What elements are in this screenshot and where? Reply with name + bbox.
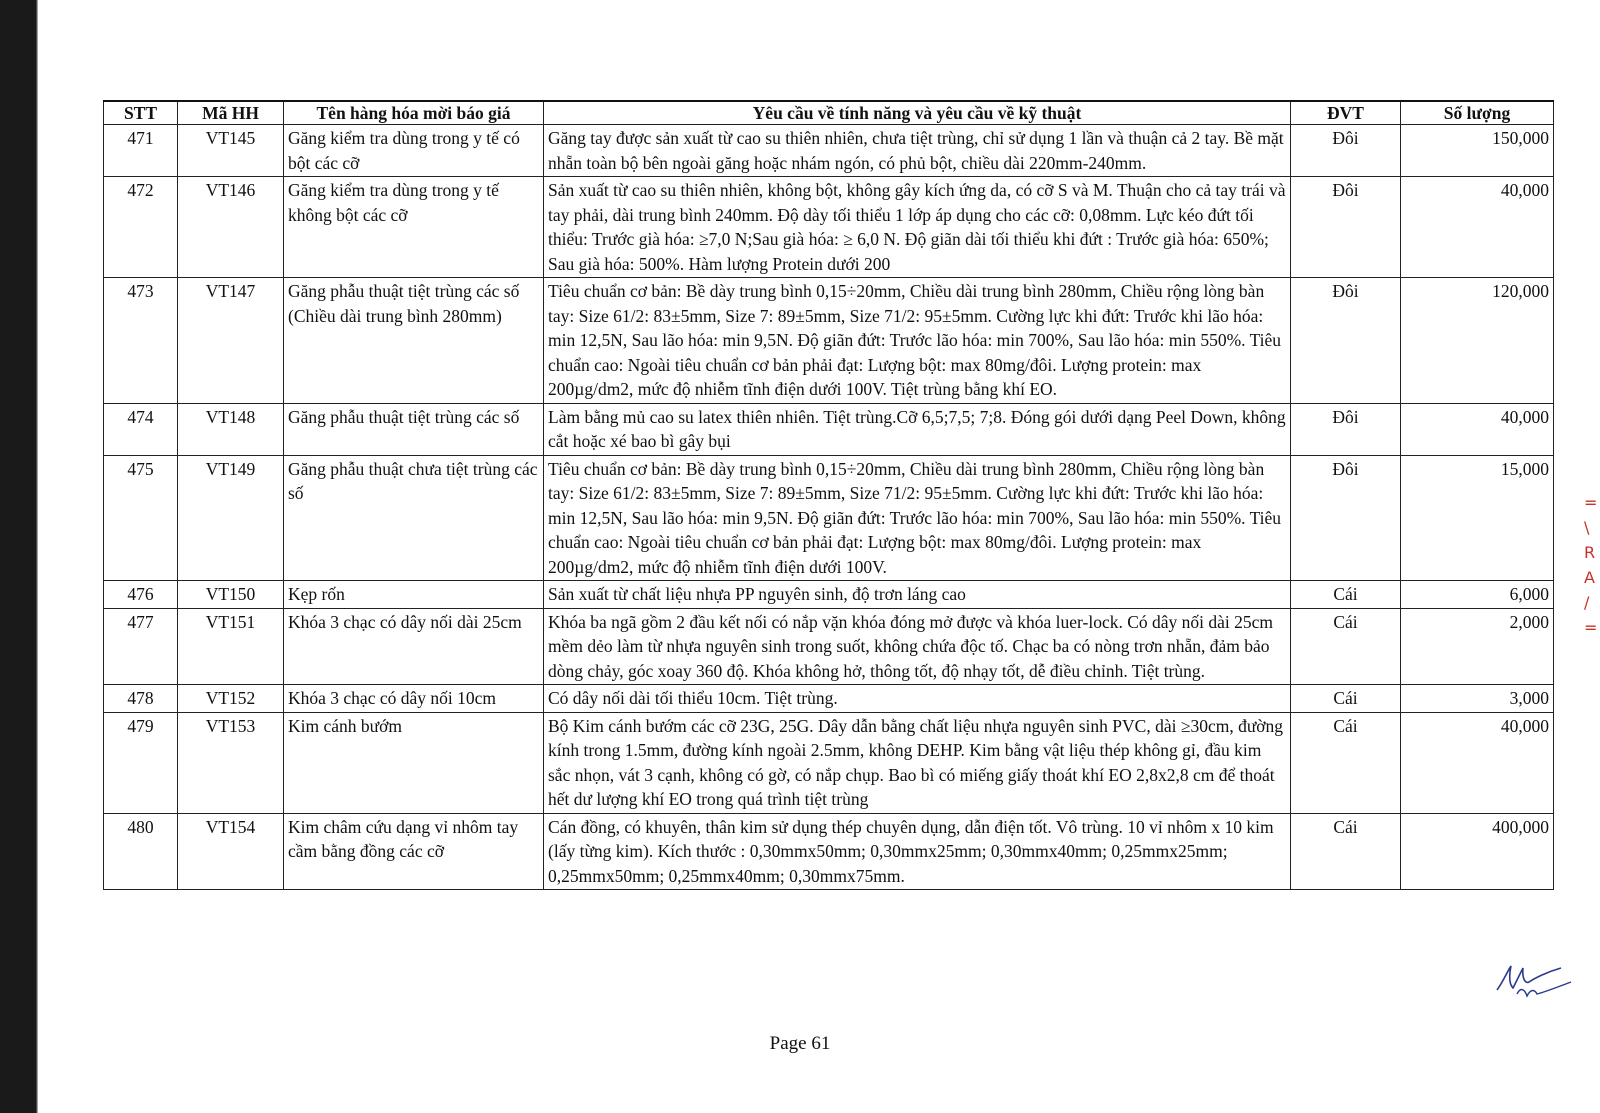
cell-unit: Cái [1291,813,1401,890]
cell-unit: Đôi [1291,403,1401,455]
cell-code: VT148 [178,403,284,455]
cell-code: VT147 [178,278,284,404]
table-row [104,278,1554,404]
cell-quantity: 3,000 [1401,685,1554,713]
table-row [104,608,1554,685]
cell-code: VT153 [178,712,284,813]
cell-name: Kim cánh bướm [284,712,544,813]
scan-left-edge [0,0,38,1113]
cell-unit: Cái [1291,581,1401,609]
cell-quantity: 40,000 [1401,403,1554,455]
header-code: Mã HH [178,101,284,125]
cell-requirements: Bộ Kim cánh bướm các cỡ 23G, 25G. Dây dẫn bằng chất liệu nhựa nguyên sinh PVC, dài ≥30cm, đường kính trong 1.5mm, đường kính ngoài 2.5mm, không DEHP. Kim bằng vật liệu thép không gỉ, đầu kim sắc nhọn, vát 3 cạnh, không có gờ, có nắp chụp. Bao bì có miếng giấy thoát khí EO 2,8x2,8 cm để thoát hết dư lượng khí EO trong quá trình tiệt trùng [544,712,1291,813]
margin-mark: / [1584,593,1590,612]
cell-quantity: 400,000 [1401,813,1554,890]
table-row [104,403,1554,455]
cell-name: Kim châm cứu dạng vỉ nhôm tay cầm bằng đồng các cỡ [284,813,544,890]
cell-requirements: Cán đồng, có khuyên, thân kim sử dụng thép chuyên dụng, dẫn điện tốt. Vô trùng. 10 vỉ nhôm x 10 kim (lấy từng kim). Kích thước : 0,30mmx50mm; 0,30mmx25mm; 0,30mmx40mm; 0,25mmx25mm; 0,25mmx50mm; 0,25mmx40mm; 0,30mmx75mm. [544,813,1291,890]
cell-unit: Cái [1291,712,1401,813]
cell-code: VT152 [178,685,284,713]
cell-code: VT151 [178,608,284,685]
cell-code: VT145 [178,125,284,177]
cell-stt: 473 [104,278,178,404]
margin-mark: \ [1584,518,1590,537]
header-quantity: Số lượng [1401,101,1554,125]
cell-requirements: Tiêu chuẩn cơ bản: Bề dày trung bình 0,15÷20mm, Chiều dài trung bình 280mm, Chiều rộng lòng bàn tay: Size 61/2: 83±5mm, Size 7: 89±5mm, Size 71/2: 95±5mm. Cường lực khi đứt: Trước khi lão hóa: min 12,5N, Sau lão hóa: min 9,5N. Độ giãn đứt: Trước lão hóa: min 700%, Sau lão hóa: min 550%. Tiêu chuẩn cao: Ngoài tiêu chuẩn cơ bản phải đạt: Lượng bột: max 80mg/đôi. Lượng protein: max 200µg/dm2, mức độ nhiễm tĩnh điện dưới 100V. [544,455,1291,581]
cell-quantity: 2,000 [1401,608,1554,685]
cell-name: Găng phẫu thuật chưa tiệt trùng các số [284,455,544,581]
cell-name: Găng kiểm tra dùng trong y tế có bột các cỡ [284,125,544,177]
table-row [104,177,1554,278]
table-header-row [104,101,1554,125]
table-row [104,813,1554,890]
cell-name: Khóa 3 chạc có dây nối dài 25cm [284,608,544,685]
header-name: Tên hàng hóa mời báo giá [284,101,544,125]
cell-requirements: Khóa ba ngã gồm 2 đầu kết nối có nắp vặn khóa đóng mở được và khóa luer-lock. Có dây nối dài 25cm mềm dẻo làm từ nhựa nguyên sinh trong suốt, không chứa độc tố. Chạc ba có nòng trơn nhẵn, đảm bảo dòng chảy, góc xoay 360 độ. Khóa không hở, thông tốt, độ nhạy tốt, dễ điều chỉnh. Tiệt trùng. [544,608,1291,685]
cell-requirements: Làm bằng mủ cao su latex thiên nhiên. Tiệt trùng.Cỡ 6,5;7,5; 7;8. Đóng gói dưới dạng Peel Down, không cắt hoặc xé bao bì gây bụi [544,403,1291,455]
table-row [104,712,1554,813]
cell-unit: Đôi [1291,125,1401,177]
cell-quantity: 40,000 [1401,712,1554,813]
cell-stt: 480 [104,813,178,890]
margin-mark: A [1584,568,1595,587]
cell-quantity: 15,000 [1401,455,1554,581]
cell-quantity: 40,000 [1401,177,1554,278]
margin-mark: = [1584,618,1598,637]
specification-table [103,100,1554,890]
cell-unit: Đôi [1291,278,1401,404]
cell-stt: 471 [104,125,178,177]
cell-code: VT146 [178,177,284,278]
cell-unit: Đôi [1291,455,1401,581]
cell-requirements: Sản xuất từ cao su thiên nhiên, không bột, không gây kích ứng da, có cỡ S và M. Thuận cho cả tay trái và tay phải, dài trung bình 240mm. Độ dày tối thiểu 1 lớp áp dụng cho các cỡ: 0,08mm. Lực kéo đứt tối thiểu: Trước già hóa: ≥7,0 N;Sau già hóa: ≥ 6,0 N. Độ giãn dài tối thiểu khi đứt : Trước già hóa: 650%; Sau già hóa: 500%. Hàm lượng Protein dưới 200 [544,177,1291,278]
cell-unit: Đôi [1291,177,1401,278]
cell-stt: 479 [104,712,178,813]
table-row [104,455,1554,581]
header-unit: ĐVT [1291,101,1401,125]
cell-code: VT149 [178,455,284,581]
cell-name: Găng phẫu thuật tiệt trùng các số (Chiều dài trung bình 280mm) [284,278,544,404]
cell-name: Khóa 3 chạc có dây nối 10cm [284,685,544,713]
cell-code: VT154 [178,813,284,890]
margin-stamp-fragments [1584,490,1600,650]
cell-unit: Cái [1291,608,1401,685]
cell-stt: 474 [104,403,178,455]
header-requirements: Yêu cầu về tính năng và yêu cầu về kỹ thuật [544,101,1291,125]
cell-requirements: Có dây nối dài tối thiểu 10cm. Tiệt trùng. [544,685,1291,713]
cell-stt: 476 [104,581,178,609]
cell-stt: 477 [104,608,178,685]
cell-requirements: Sản xuất từ chất liệu nhựa PP nguyên sinh, độ trơn láng cao [544,581,1291,609]
margin-mark: = [1584,493,1598,512]
cell-stt: 475 [104,455,178,581]
cell-stt: 478 [104,685,178,713]
page-number: Page 61 [769,1033,831,1054]
margin-mark: R [1584,543,1596,562]
cell-name: Găng kiểm tra dùng trong y tế không bột các cỡ [284,177,544,278]
cell-name: Găng phẫu thuật tiệt trùng các số [284,403,544,455]
table-row [104,685,1554,713]
cell-requirements: Tiêu chuẩn cơ bản: Bề dày trung bình 0,15÷20mm, Chiều dài trung bình 280mm, Chiều rộng lòng bàn tay: Size 61/2: 83±5mm, Size 7: 89±5mm, Size 71/2: 95±5mm. Cường lực khi đứt: Trước khi lão hóa: min 12,5N, Sau lão hóa: min 9,5N. Độ giãn đứt: Trước lão hóa: min 700%, Sau lão hóa: min 550%. Tiêu chuẩn cao: Ngoài tiêu chuẩn cơ bản phải đạt: Lượng bột: max 80mg/đôi. Lượng protein: max 200µg/dm2, mức độ nhiễm tĩnh điện dưới 100V. Tiệt trùng bằng khí EO. [544,278,1291,404]
cell-quantity: 150,000 [1401,125,1554,177]
table-row [104,581,1554,609]
signature-scribble [1495,960,1575,1000]
cell-name: Kẹp rốn [284,581,544,609]
header-stt: STT [104,101,178,125]
table-row [104,125,1554,177]
cell-stt: 472 [104,177,178,278]
cell-quantity: 120,000 [1401,278,1554,404]
cell-requirements: Găng tay được sản xuất từ cao su thiên nhiên, chưa tiệt trùng, chỉ sử dụng 1 lần và thuận cả 2 tay. Bề mặt nhẵn toàn bộ bên ngoài găng hoặc nhám ngón, có phủ bột, chiều dài 220mm-240mm. [544,125,1291,177]
cell-code: VT150 [178,581,284,609]
cell-unit: Cái [1291,685,1401,713]
cell-quantity: 6,000 [1401,581,1554,609]
